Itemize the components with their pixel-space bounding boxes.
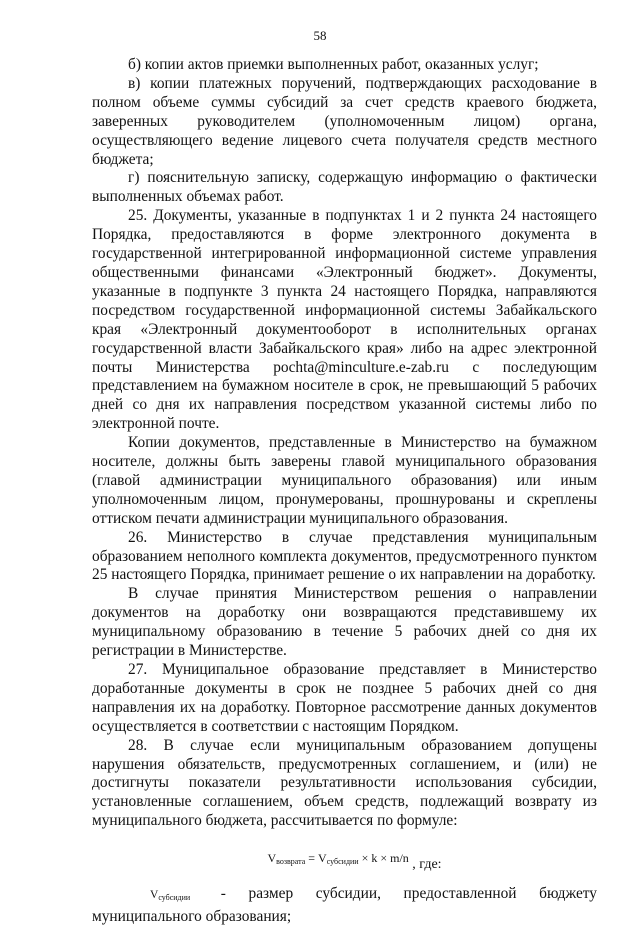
paragraph: 27. Муниципальное образование представляет в Министерство доработанные документы в срок не позднее 5 рабочих дней со дня направления их на доработку. Повторное рассмотрение данных документов осуществляется в соответствии с настоящим Порядком. bbox=[92, 661, 597, 735]
paragraph: Копии документов, представленные в Министерство на бумажном носителе, должны быть заверены главой муниципального образования (главой администрации муниципального образования) или иным уполномоченным лицом, пронумерованы, прошнурованы и скреплены оттиском печати администрации муниципального образования. bbox=[92, 434, 597, 527]
formula-equals: = V bbox=[305, 851, 327, 866]
paragraph: г) пояснительную записку, содержащую информацию о фактически выполненных объемах работ. bbox=[92, 169, 597, 206]
definition-symbol-subscript: субсидии bbox=[158, 893, 191, 903]
document-body bbox=[92, 56, 597, 927]
paragraph: б) копии актов приемки выполненных работ, оказанных услуг; bbox=[128, 56, 539, 73]
definition bbox=[92, 885, 597, 927]
formula-lhs-subscript: возврата bbox=[276, 857, 306, 867]
definition-symbol bbox=[150, 889, 190, 901]
page-number: 58 bbox=[313, 28, 327, 43]
definition-symbol-letter: V bbox=[150, 889, 159, 902]
formula-lhs: V bbox=[267, 851, 277, 866]
paragraph: в) копии платежных поручений, подтверждающих расходование в полном объеме суммы субсидий за счет средств краевого бюджета, заверенных руководителем (уполномоченным лицом) органа, осуществляющего ведение лицевого счета получателя средств местного бюджета; bbox=[92, 74, 597, 168]
paragraph: 25. Документы, указанные в подпунктах 1 и 2 пункта 24 настоящего Порядка, предоставляются в форме электронного документа в государственной интегрированной информационной системе управления общественными финансами «Электронный бюджет». Документы, указанные в подпункте 3 пункта 24 настоящего Порядка, направляются посредством государственной информационной системы Забайкальского края «Электронный документооборот в исполнительных органах государственной власти Забайкальского края» либо на адрес электронной почты Министерства pochta@minculture.e-zab.ru с последующим представлением на бумажном носителе в срок, не превышающий 5 рабочих дней со дня их направления посредством указанной системы либо по электронной почте. bbox=[92, 207, 597, 433]
paragraph: 26. Министерство в случае представления муниципальным образованием неполного комплекта документов, предусмотренного пунктом 25 настоящего Порядка, принимает решение о их направлении на доработку. bbox=[92, 528, 597, 584]
formula-rest: × k × m/n bbox=[358, 851, 409, 866]
paragraph: В случае принятия Министерством решения о направлении документов на доработку они возвращаются представившему их муниципальному образованию в течение 5 рабочих дней со дня их регистрации в Министерстве. bbox=[92, 585, 597, 660]
formula-tail: , где: bbox=[408, 857, 442, 873]
formula bbox=[112, 849, 597, 875]
definition-text: - размер субсидии, предоставленной бюджету муниципального образования; bbox=[92, 885, 597, 925]
formula-rhs-subscript: субсидии bbox=[326, 857, 359, 867]
paragraph: 28. В случае если муниципальным образованием допущены нарушения обязательств, предусмотренных соглашением, и (или) не достигнуты показатели результативности использования субсидии, установленные соглашением, объем средств, подлежащий возврату из муниципального бюджета, рассчитывается по формуле: bbox=[92, 736, 597, 830]
